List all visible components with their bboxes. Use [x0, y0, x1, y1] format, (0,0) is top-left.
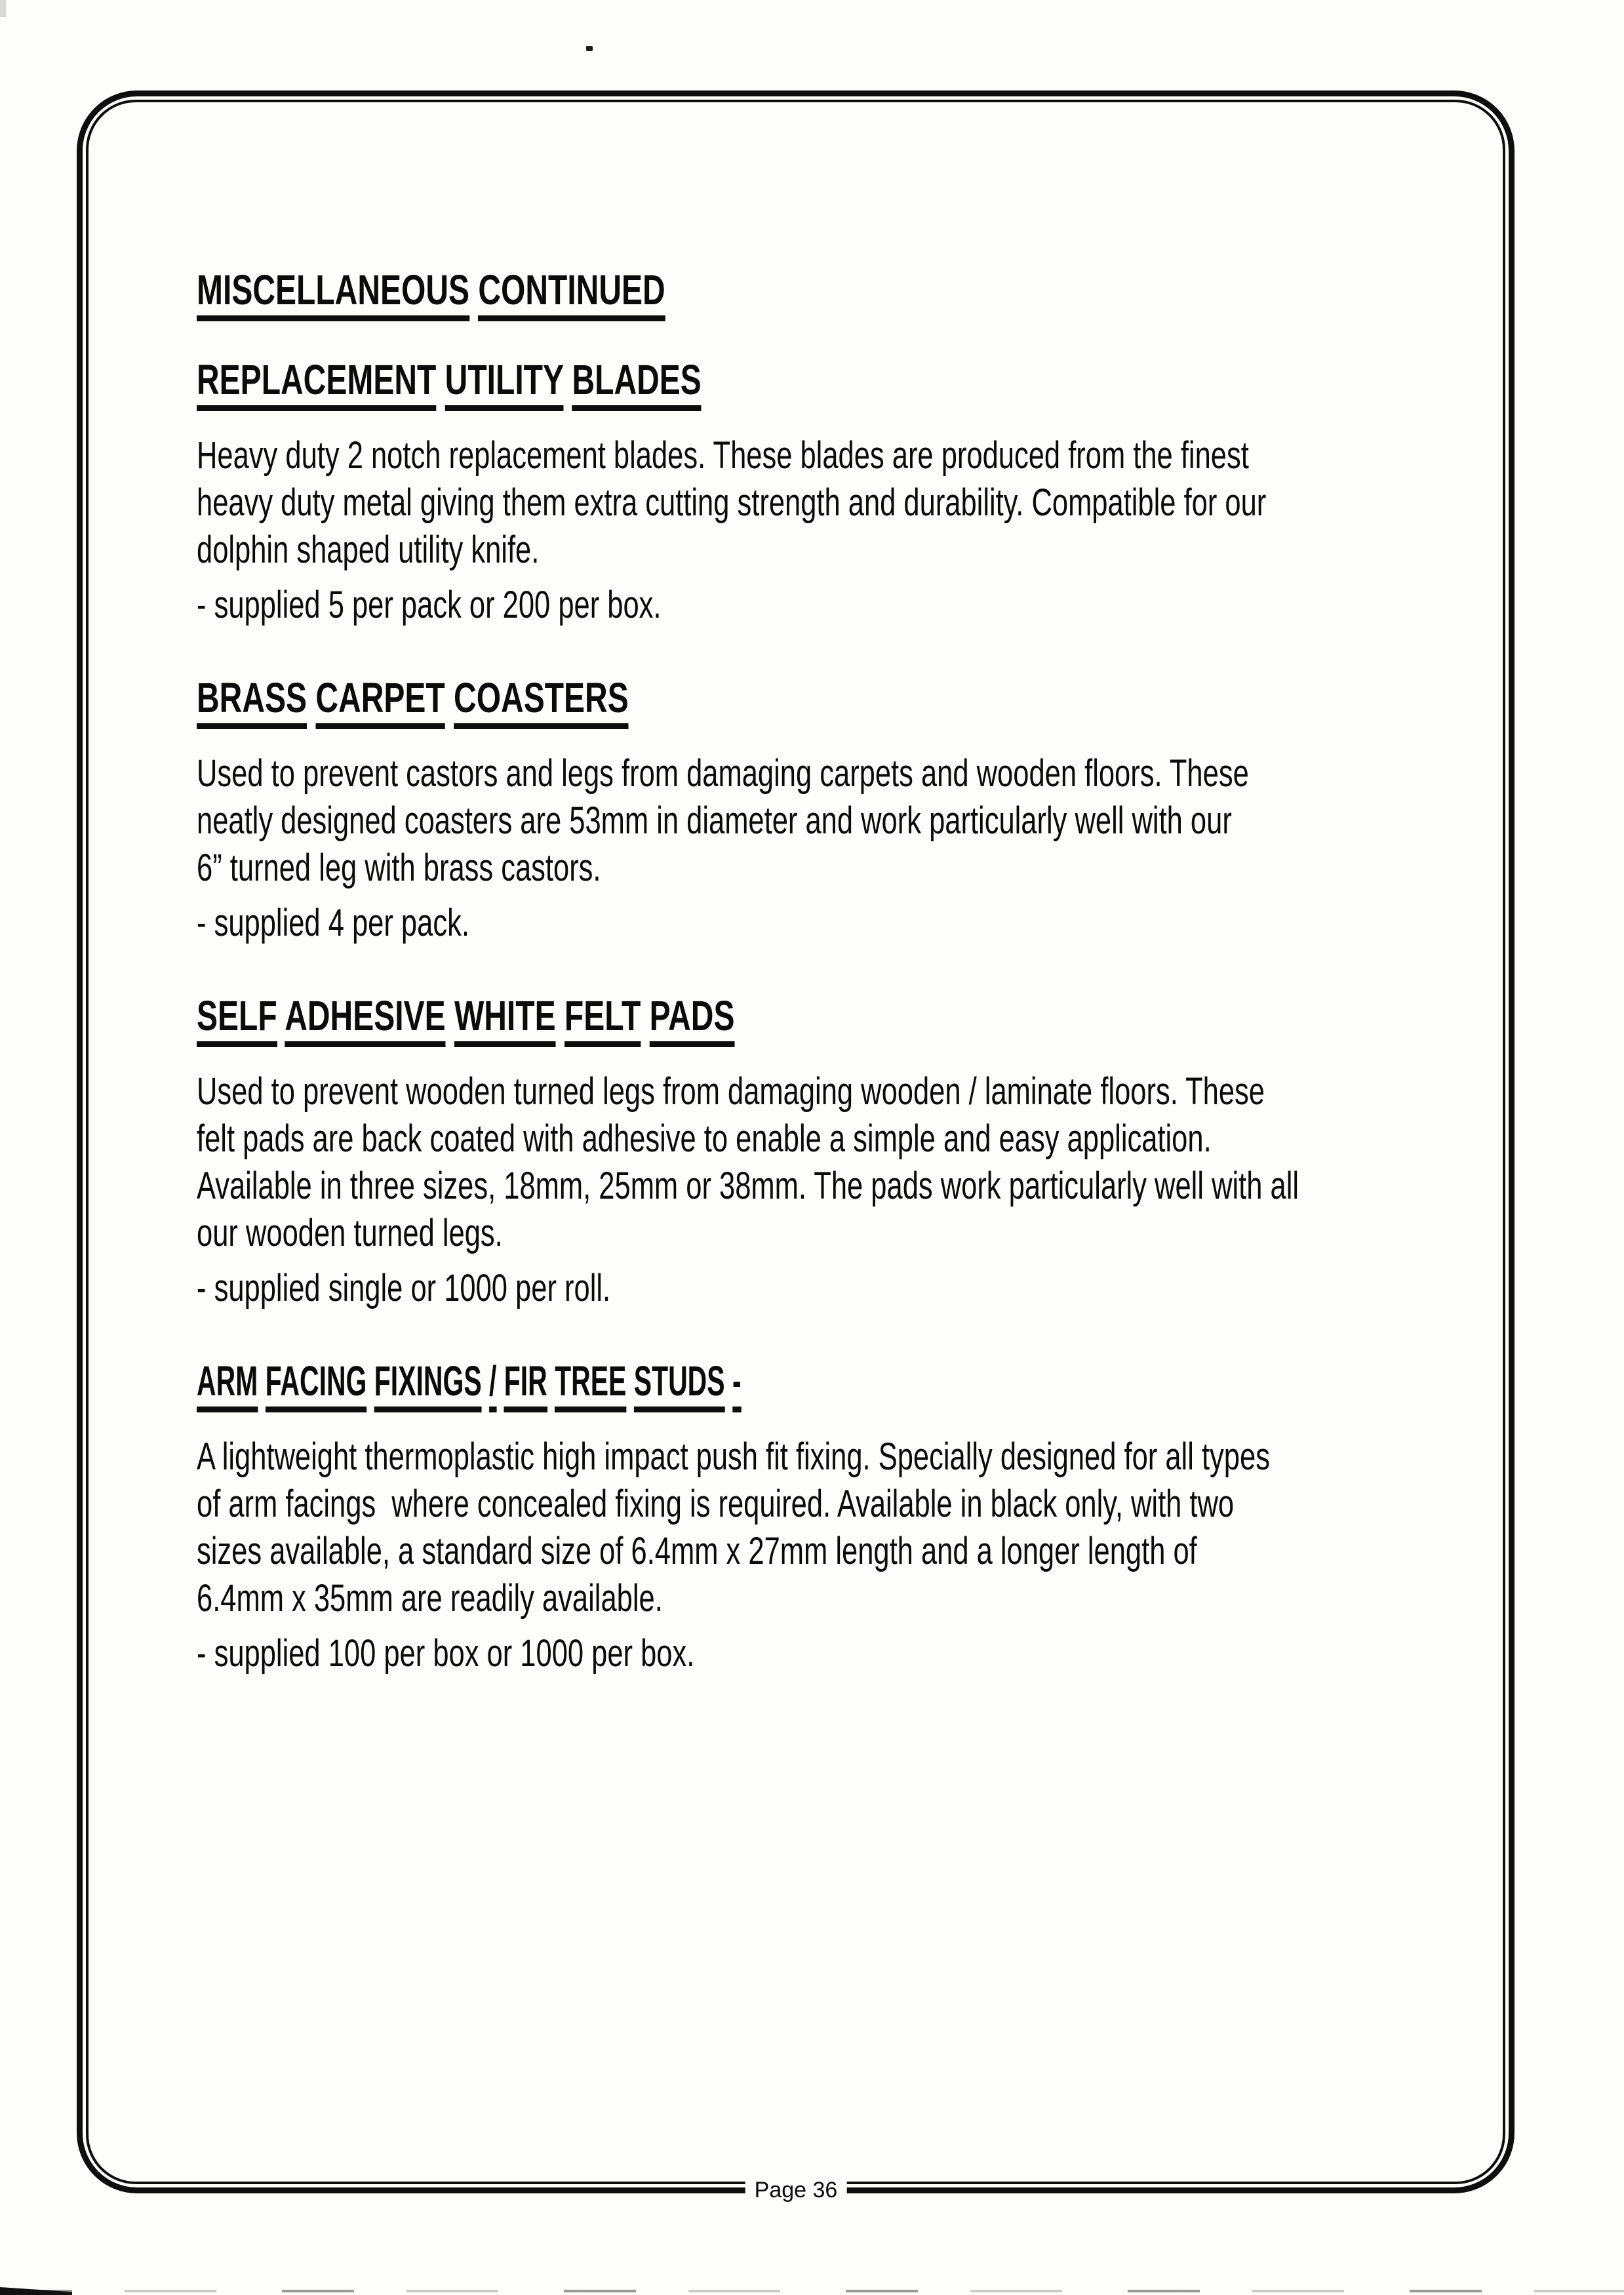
page-title: MISCELLANEOUS CONTINUED — [197, 264, 1121, 316]
body-line: A lightweight thermoplastic high impact push fit fixing. Specially designed for all types — [197, 1435, 1270, 1478]
page-content — [197, 264, 1429, 1677]
body-line: 6.4mm x 35mm are readily available. — [197, 1577, 663, 1620]
page-number: Page 36 — [745, 2173, 847, 2207]
body-line: of arm facings where concealed fixing is required. Available in black only, with two — [197, 1483, 1235, 1525]
body-paragraph — [197, 1068, 1429, 1257]
supply-note: - supplied 5 per pack or 200 per box. — [197, 584, 662, 626]
body-line: our wooden turned legs. — [197, 1212, 503, 1254]
body-line: sizes available, a standard size of 6.4mm x 27mm length and a longer length of — [197, 1530, 1197, 1572]
section-heading: REPLACEMENT UTILITY BLADES — [197, 353, 1121, 406]
body-line: Available in three sizes, 18mm, 25mm or 38mm. The pads work particularly well with all — [197, 1165, 1299, 1207]
section-arm-facing-fixings — [197, 1355, 1429, 1677]
supply-note: - supplied single or 1000 per roll. — [197, 1267, 611, 1309]
body-line: 6” turned leg with brass castors. — [197, 847, 601, 889]
body-line: felt pads are back coated with adhesive to enable a simple and easy application. — [197, 1117, 1212, 1160]
section-heading: ARM FACING FIXINGS / FIR TREE STUDS - — [197, 1355, 985, 1407]
section-replacement-utility-blades — [197, 353, 1429, 629]
section-self-adhesive-felt-pads — [197, 989, 1429, 1312]
scan-dot-artifact — [586, 46, 593, 51]
body-paragraph — [197, 432, 1429, 574]
section-brass-carpet-coasters — [197, 671, 1429, 947]
body-line: neatly designed coasters are 53mm in diameter and work particularly well with our — [197, 799, 1232, 842]
section-heading: SELF ADHESIVE WHITE FELT PADS — [197, 989, 1121, 1042]
body-paragraph — [197, 1433, 1429, 1622]
scan-bottom-line-artifact — [0, 2290, 1624, 2292]
supply-note: - supplied 100 per box or 1000 per box. — [197, 1632, 695, 1675]
body-line: Used to prevent castors and legs from damaging carpets and wooden floors. These — [197, 752, 1249, 795]
body-line: heavy duty metal giving them extra cutting strength and durability. Compatible for our — [197, 481, 1267, 524]
section-heading: BRASS CARPET COASTERS — [197, 671, 1121, 724]
body-line: dolphin shaped utility knife. — [197, 529, 540, 571]
body-paragraph — [197, 750, 1429, 892]
body-line: Used to prevent wooden turned legs from damaging wooden / laminate floors. These — [197, 1070, 1265, 1113]
supply-note: - supplied 4 per pack. — [197, 902, 469, 944]
body-line: Heavy duty 2 notch replacement blades. These blades are produced from the finest — [197, 434, 1249, 477]
scan-edge-artifact — [0, 0, 6, 17]
